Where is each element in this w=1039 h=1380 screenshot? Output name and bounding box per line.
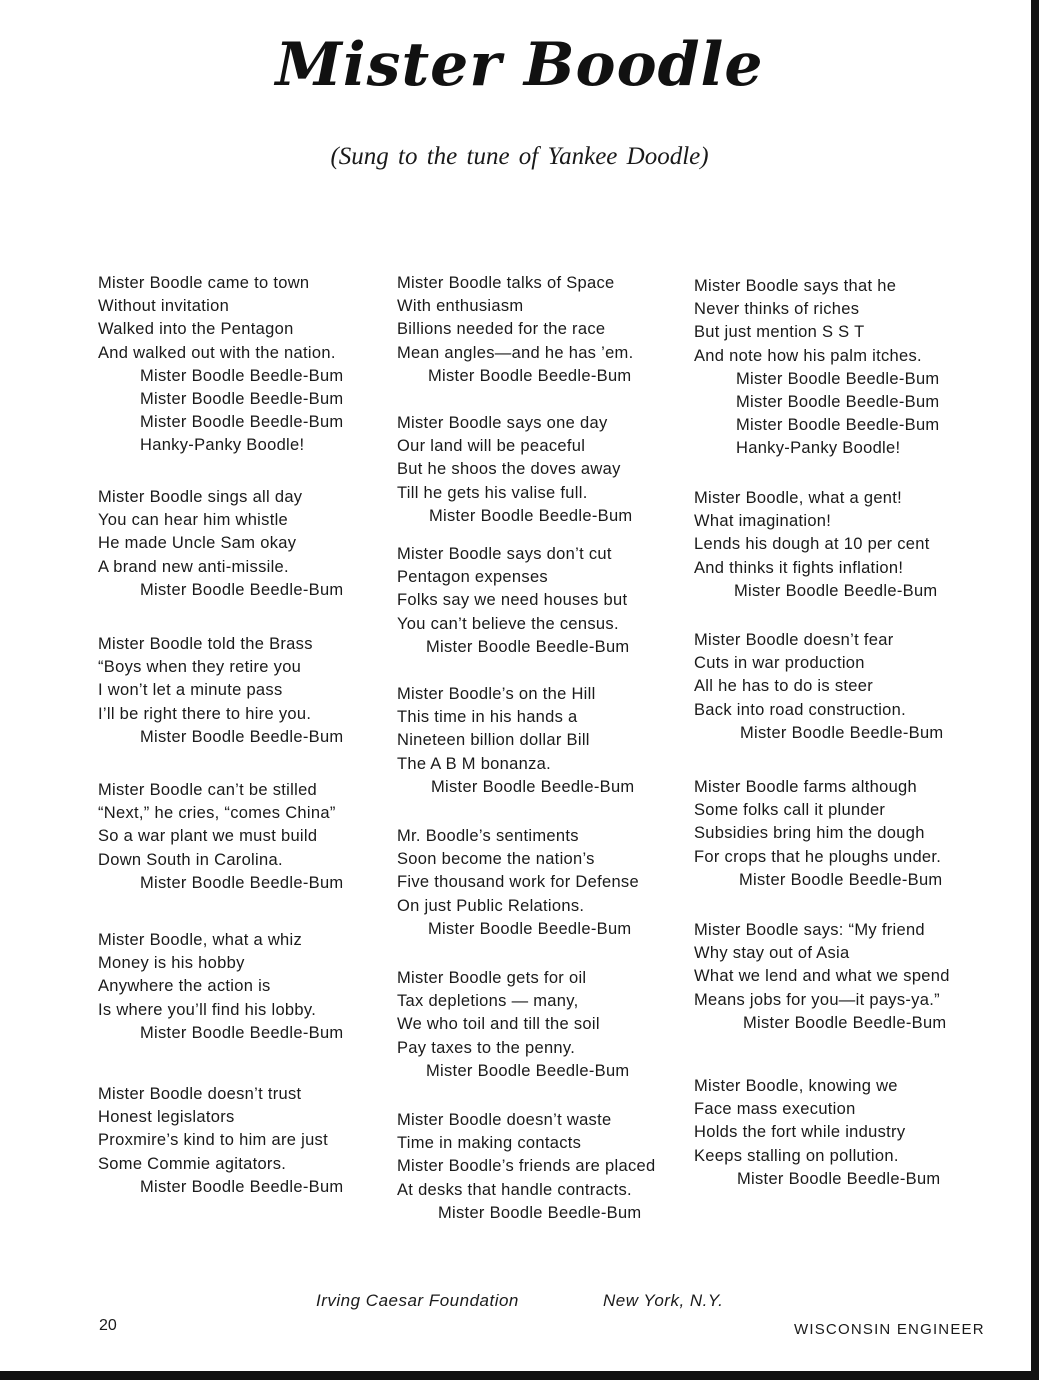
lyric-line: Walked into the Pentagon <box>98 320 294 339</box>
lyric-line: Mister Boodle doesn’t waste <box>397 1111 612 1129</box>
lyric-line: Subsidies bring him the dough <box>694 824 925 843</box>
stanza <box>98 486 343 602</box>
stanza <box>98 272 343 458</box>
lyric-line: Honest legislators <box>98 1108 235 1127</box>
stanza <box>98 633 343 749</box>
lyric-line: Mister Boodle, knowing we <box>694 1077 898 1095</box>
refrain-line: Mister Boodle Beedle-Bum <box>429 506 633 525</box>
lyric-line: Holds the fort while industry <box>694 1123 906 1142</box>
lyric-line: Why stay out of Asia <box>694 944 850 963</box>
lyric-line: Never thinks of riches <box>694 300 860 319</box>
lyric-line: Face mass execution <box>694 1100 856 1119</box>
lyric-line: “Boys when they retire you <box>98 658 302 677</box>
lyric-line: The A B M bonanza. <box>397 754 551 773</box>
lyric-line: Nineteen billion dollar Bill <box>397 731 590 750</box>
refrain-line: Mister Boodle Beedle-Bum <box>140 366 344 385</box>
lyric-line: Means jobs for you—it pays-ya.” <box>694 990 940 1009</box>
refrain-line: Hanky-Panky Boodle! <box>736 439 901 458</box>
lyric-line: He made Uncle Sam okay <box>98 534 297 553</box>
lyric-line: Billions needed for the race <box>397 320 606 339</box>
stanza <box>694 776 942 892</box>
lyric-line: Folks say we need houses but <box>397 591 628 610</box>
refrain-line: Mister Boodle Beedle-Bum <box>140 1177 344 1196</box>
lyric-line: Mister Boodle sings all day <box>98 488 303 506</box>
lyric-line: And note how his palm itches. <box>694 346 922 365</box>
refrain-line: Mister Boodle Beedle-Bum <box>736 369 940 388</box>
lyric-line: Cuts in war production <box>694 654 865 673</box>
refrain-line: Mister Boodle Beedle-Bum <box>743 1013 947 1032</box>
refrain-line: Mister Boodle Beedle-Bum <box>140 1023 344 1042</box>
stanza <box>397 543 629 659</box>
lyric-line: Lends his dough at 10 per cent <box>694 535 930 554</box>
stanza <box>397 683 634 799</box>
footer-location: New York, N.Y. <box>603 1291 724 1310</box>
stanza <box>694 487 937 603</box>
lyric-line: You can hear him whistle <box>98 511 289 530</box>
page-edge-bottom <box>0 1371 1039 1380</box>
lyric-line: So a war plant we must build <box>98 827 318 846</box>
lyric-line: Proxmire’s kind to him are just <box>98 1131 328 1150</box>
lyric-line: For crops that he ploughs under. <box>694 847 942 866</box>
lyric-line: Mister Boodle says: “My friend <box>694 921 925 939</box>
lyric-line: Our land will be peaceful <box>397 437 586 456</box>
page-subtitle: (Sung to the tune of Yankee Doodle) <box>330 143 709 170</box>
refrain-line: Mister Boodle Beedle-Bum <box>426 637 630 656</box>
lyric-line: Soon become the nation’s <box>397 850 595 869</box>
page-title: Mister Boodle <box>275 30 764 100</box>
lyric-line: Mister Boodle says that he <box>694 277 897 295</box>
stanza <box>98 929 343 1045</box>
lyric-line: Mister Boodle’s friends are placed <box>397 1157 656 1176</box>
page-number: 20 <box>99 1317 117 1334</box>
lyric-line: Mister Boodle says one day <box>397 414 608 432</box>
lyric-line: Mister Boodle doesn’t trust <box>98 1085 302 1103</box>
refrain-line: Mister Boodle Beedle-Bum <box>140 390 344 409</box>
lyric-line: Mister Boodle, what a gent! <box>694 489 903 507</box>
lyric-line: Mister Boodle doesn’t fear <box>694 631 894 649</box>
page-edge-right <box>1031 0 1039 1380</box>
refrain-line: Mister Boodle Beedle-Bum <box>734 581 938 600</box>
refrain-line: Mister Boodle Beedle-Bum <box>737 1169 941 1188</box>
lyric-line: Mister Boodle came to town <box>98 274 310 292</box>
footer-organization: Irving Caesar Foundation <box>316 1291 519 1310</box>
stanza <box>397 967 629 1083</box>
lyric-line: This time in his hands a <box>397 708 578 727</box>
lyric-line: Keeps stalling on pollution. <box>694 1146 899 1165</box>
lyric-line: Money is his hobby <box>98 954 245 973</box>
lyric-line: Mr. Boodle’s sentiments <box>397 827 579 845</box>
lyric-line: What imagination! <box>694 512 832 531</box>
lyric-line: Without invitation <box>98 297 230 316</box>
refrain-line: Mister Boodle Beedle-Bum <box>736 416 940 435</box>
refrain-line: Hanky-Panky Boodle! <box>140 436 305 455</box>
refrain-line: Mister Boodle Beedle-Bum <box>140 727 344 746</box>
lyric-line: Till he gets his valise full. <box>397 483 588 502</box>
lyric-line: Mean angles—and he has ’em. <box>397 343 634 362</box>
lyric-line: Five thousand work for Defense <box>397 873 639 892</box>
lyric-line: Down South in Carolina. <box>98 850 283 869</box>
publication-name: WISCONSIN ENGINEER <box>794 1321 985 1338</box>
stanza <box>694 629 943 745</box>
lyric-line: Mister Boodle says don’t cut <box>397 545 612 563</box>
lyric-line: Time in making contacts <box>397 1134 582 1153</box>
refrain-line: Mister Boodle Beedle-Bum <box>739 870 943 889</box>
lyric-line: Mister Boodle’s on the Hill <box>397 685 596 703</box>
stanza <box>694 1075 940 1191</box>
refrain-line: Mister Boodle Beedle-Bum <box>140 873 344 892</box>
lyric-line: You can’t believe the census. <box>397 614 619 633</box>
lyric-line: At desks that handle contracts. <box>397 1180 632 1199</box>
lyric-line: Some folks call it plunder <box>694 801 886 820</box>
lyric-line: Mister Boodle can’t be stilled <box>98 781 318 799</box>
lyric-line: Is where you’ll find his lobby. <box>98 1000 317 1019</box>
lyric-line: With enthusiasm <box>397 297 524 316</box>
stanza <box>397 272 634 388</box>
lyric-line: But just mention S S T <box>694 323 865 342</box>
lyric-line: A brand new anti-missile. <box>98 557 289 576</box>
refrain-line: Mister Boodle Beedle-Bum <box>428 919 632 938</box>
lyric-line: Mister Boodle told the Brass <box>98 635 313 653</box>
stanza <box>98 779 343 895</box>
refrain-line: Mister Boodle Beedle-Bum <box>140 580 344 599</box>
lyric-line: Tax depletions — many, <box>397 992 579 1011</box>
refrain-line: Mister Boodle Beedle-Bum <box>740 723 944 742</box>
lyric-line: All he has to do is steer <box>694 677 874 696</box>
refrain-line: Mister Boodle Beedle-Bum <box>736 393 940 412</box>
refrain-line: Mister Boodle Beedle-Bum <box>438 1203 642 1222</box>
lyric-line: Back into road construction. <box>694 700 907 719</box>
refrain-line: Mister Boodle Beedle-Bum <box>426 1061 630 1080</box>
lyric-line: And thinks it fights inflation! <box>694 558 904 577</box>
lyric-line: “Next,” he cries, “comes China” <box>98 804 336 823</box>
refrain-line: Mister Boodle Beedle-Bum <box>428 366 632 385</box>
lyric-line: What we lend and what we spend <box>694 967 950 986</box>
stanza <box>397 412 632 528</box>
lyric-line: Mister Boodle gets for oil <box>397 969 587 987</box>
stanza <box>397 1109 655 1225</box>
lyric-line: We who toil and till the soil <box>397 1015 600 1034</box>
stanza <box>98 1083 343 1199</box>
lyric-line: I won’t let a minute pass <box>98 681 283 700</box>
lyric-line: I’ll be right there to hire you. <box>98 704 312 723</box>
lyric-line: Some Commie agitators. <box>98 1154 287 1173</box>
refrain-line: Mister Boodle Beedle-Bum <box>431 777 635 796</box>
lyric-line: But he shoos the doves away <box>397 460 621 479</box>
lyric-line: Pentagon expenses <box>397 568 548 587</box>
lyric-line: Mister Boodle farms although <box>694 778 918 796</box>
stanza <box>694 275 939 461</box>
lyric-line: Mister Boodle talks of Space <box>397 274 615 292</box>
stanza <box>397 825 639 941</box>
lyric-line: And walked out with the nation. <box>98 343 336 362</box>
lyric-line: On just Public Relations. <box>397 896 585 915</box>
stanza <box>694 919 950 1035</box>
lyric-line: Mister Boodle, what a whiz <box>98 931 303 949</box>
lyric-line: Pay taxes to the penny. <box>397 1038 576 1057</box>
lyric-line: Anywhere the action is <box>98 977 271 996</box>
refrain-line: Mister Boodle Beedle-Bum <box>140 413 344 432</box>
